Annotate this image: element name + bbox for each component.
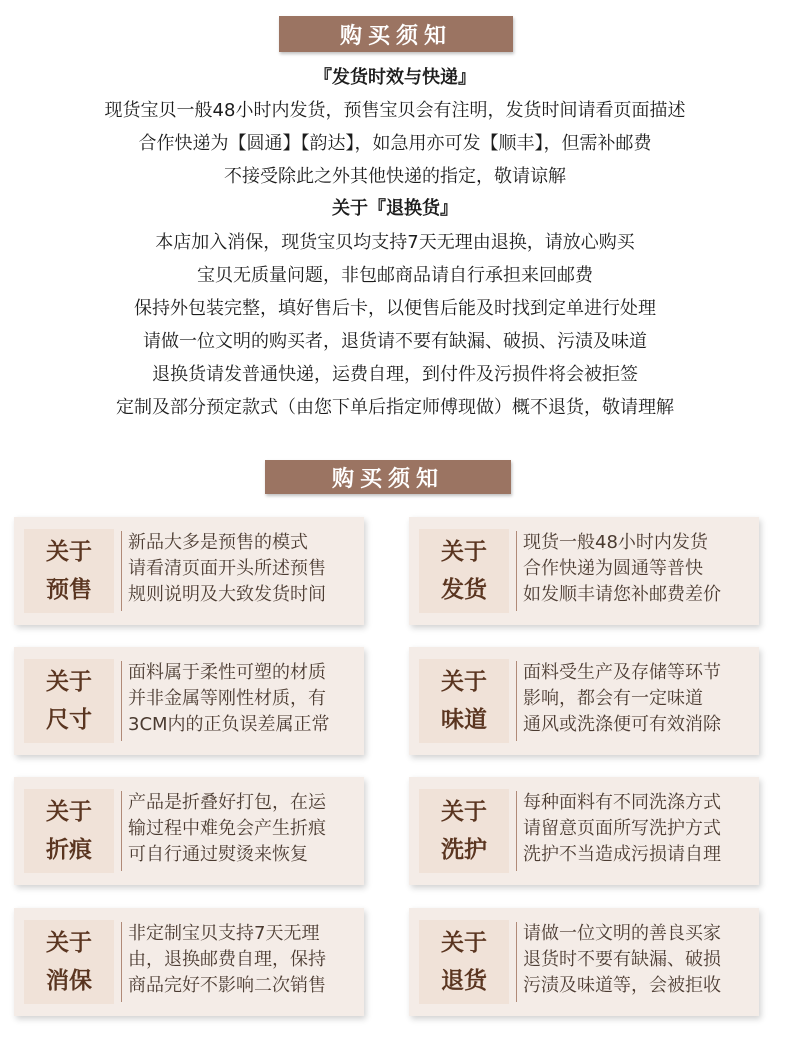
card-text-line: 商品完好不影响二次销售 bbox=[128, 975, 326, 996]
card-text bbox=[523, 530, 759, 608]
card-size bbox=[14, 647, 364, 755]
card-text-line: 可自行通过熨烫来恢复 bbox=[128, 844, 308, 865]
card-title-prefix: 关于 bbox=[441, 798, 487, 825]
card-title-topic: 味道 bbox=[441, 706, 487, 733]
card-text-line: 请留意页面所写洗护方式 bbox=[523, 818, 721, 839]
returns-line-5: 退换货请发普通快递，运费自理，到付件及污损件将会被拒签 bbox=[152, 364, 638, 385]
returns-line-4: 请做一位文明的购买者，退货请不要有缺漏、破损、污渍及味道 bbox=[143, 331, 647, 352]
card-returns bbox=[409, 908, 759, 1016]
card-text-line: 面料受生产及存储等环节 bbox=[523, 662, 721, 683]
card-divider bbox=[516, 791, 517, 871]
card-text-line: 请做一位文明的善良买家 bbox=[523, 923, 721, 944]
shipping-line-3: 不接受除此之外其他快递的指定，敬请谅解 bbox=[224, 166, 566, 187]
notice-banner-bottom: 购买须知 bbox=[265, 460, 511, 494]
returns-line-2: 宝贝无质量问题，非包邮商品请自行承担来回邮费 bbox=[197, 265, 593, 286]
card-text-line: 并非金属等刚性材质，有 bbox=[128, 688, 326, 709]
card-title-topic: 退货 bbox=[441, 967, 487, 994]
card-title-prefix: 关于 bbox=[46, 538, 92, 565]
card-text-line: 污渍及味道等，会被拒收 bbox=[523, 975, 721, 996]
card-divider bbox=[121, 661, 122, 741]
card-text-line: 请看清页面开头所述预售 bbox=[128, 558, 326, 579]
card-title-prefix: 关于 bbox=[46, 929, 92, 956]
card-title-prefix: 关于 bbox=[441, 668, 487, 695]
card-text bbox=[523, 660, 759, 738]
card-title bbox=[24, 659, 114, 743]
shipping-heading: 『发货时效与快递』 bbox=[314, 67, 476, 88]
returns-line-3: 保持外包装完整，填好售后卡，以便售后能及时找到定单进行处理 bbox=[134, 298, 656, 319]
card-title-topic: 消保 bbox=[46, 967, 92, 994]
card-shipping bbox=[409, 517, 759, 625]
card-text-line: 非定制宝贝支持7天无理 bbox=[128, 923, 320, 944]
card-presale bbox=[14, 517, 364, 625]
card-divider bbox=[121, 531, 122, 611]
card-title bbox=[419, 920, 509, 1004]
card-divider bbox=[121, 922, 122, 1002]
card-divider bbox=[516, 922, 517, 1002]
card-title-prefix: 关于 bbox=[441, 538, 487, 565]
card-title-topic: 尺寸 bbox=[46, 706, 92, 733]
card-text bbox=[128, 660, 364, 738]
card-title-prefix: 关于 bbox=[46, 798, 92, 825]
card-text-line: 退货时不要有缺漏、破损 bbox=[523, 949, 721, 970]
card-divider bbox=[516, 661, 517, 741]
shipping-line-2: 合作快递为【圆通】【韵达】，如急用亦可发【顺丰】，但需补邮费 bbox=[138, 133, 652, 154]
card-title bbox=[24, 529, 114, 613]
returns-heading: 关于『退换货』 bbox=[332, 198, 458, 219]
card-text bbox=[523, 790, 759, 868]
card-text-line: 通风或洗涤便可有效消除 bbox=[523, 714, 721, 735]
card-text bbox=[128, 530, 364, 608]
card-text-line: 产品是折叠好打包，在运 bbox=[128, 792, 326, 813]
shipping-line-1: 现货宝贝一般48小时内发货，预售宝贝会有注明，发货时间请看页面描述 bbox=[104, 100, 686, 121]
card-title bbox=[419, 529, 509, 613]
card-consumer-protection bbox=[14, 908, 364, 1016]
card-text-line: 合作快递为圆通等普快 bbox=[523, 558, 703, 579]
card-divider bbox=[121, 791, 122, 871]
card-text-line: 输过程中难免会产生折痕 bbox=[128, 818, 326, 839]
card-text-line: 如发顺丰请您补邮费差价 bbox=[523, 584, 721, 605]
card-text-line: 面料属于柔性可塑的材质 bbox=[128, 662, 326, 683]
card-text-line: 每种面料有不同洗涤方式 bbox=[523, 792, 721, 813]
card-title-topic: 发货 bbox=[441, 576, 487, 603]
card-text-line: 新品大多是预售的模式 bbox=[128, 532, 308, 553]
card-title bbox=[419, 789, 509, 873]
card-text bbox=[523, 921, 759, 999]
card-title-topic: 预售 bbox=[46, 576, 92, 603]
card-text bbox=[128, 790, 364, 868]
card-text bbox=[128, 921, 364, 999]
returns-line-6: 定制及部分预定款式（由您下单后指定师傅现做）概不退货，敬请理解 bbox=[116, 397, 674, 418]
card-title-prefix: 关于 bbox=[441, 929, 487, 956]
card-text-line: 现货一般48小时内发货 bbox=[523, 532, 708, 553]
card-text-line: 影响，都会有一定味道 bbox=[523, 688, 703, 709]
card-title bbox=[24, 920, 114, 1004]
card-creases bbox=[14, 777, 364, 885]
card-text-line: 3CM内的正负误差属正常 bbox=[128, 714, 330, 735]
card-title-topic: 洗护 bbox=[441, 836, 487, 863]
card-divider bbox=[516, 531, 517, 611]
card-title-prefix: 关于 bbox=[46, 668, 92, 695]
card-title bbox=[24, 789, 114, 873]
returns-line-1: 本店加入消保，现货宝贝均支持7天无理由退换，请放心购买 bbox=[155, 232, 635, 253]
notice-banner-top: 购买须知 bbox=[279, 16, 513, 52]
card-text-line: 由，退换邮费自理，保持 bbox=[128, 949, 326, 970]
card-text-line: 洗护不当造成污损请自理 bbox=[523, 844, 721, 865]
card-title bbox=[419, 659, 509, 743]
card-care bbox=[409, 777, 759, 885]
card-text-line: 规则说明及大致发货时间 bbox=[128, 584, 326, 605]
card-title-topic: 折痕 bbox=[46, 836, 92, 863]
card-smell bbox=[409, 647, 759, 755]
